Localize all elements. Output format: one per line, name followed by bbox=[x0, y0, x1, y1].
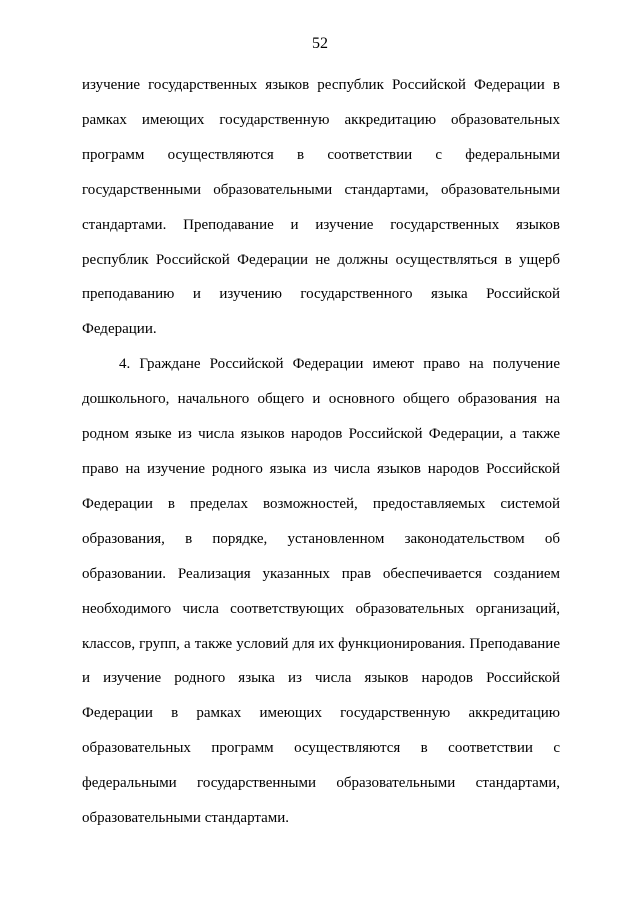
document-body bbox=[82, 68, 560, 836]
page-number: 52 bbox=[312, 35, 328, 52]
paragraph-continuation: изучение государственных языков республик Российской Федерации в рамках имеющих государственную аккредитацию образовательных программ осуществляются в соответствии с федеральными государственными образовательными стандартами, образовательными стандартами. Преподавание и изучение государственных языков республик Российской Федерации не должны осуществляться в ущерб преподаванию и изучению государственного языка Российской Федерации. bbox=[82, 77, 560, 338]
paragraph-item-4: 4. Граждане Российской Федерации имеют право на получение дошкольного, начального общего и основного общего образования на родном языке из числа языков народов Российской Федерации, а также право на изучение родного языка из числа языков народов Российской Федерации в пределах возможностей, предоставляемых системой образования, в порядке, установленном законодательством об образовании. Реализация указанных прав обеспечивается созданием необходимого числа соответствующих образовательных организаций, классов, групп, а также условий для их функционирования. Преподавание и изучение родного языка из числа языков народов Российской Федерации в рамках имеющих государственную аккредитацию образовательных программ осуществляются в соответствии с федеральными государственными образовательными стандартами, образовательными стандартами. bbox=[82, 356, 560, 827]
